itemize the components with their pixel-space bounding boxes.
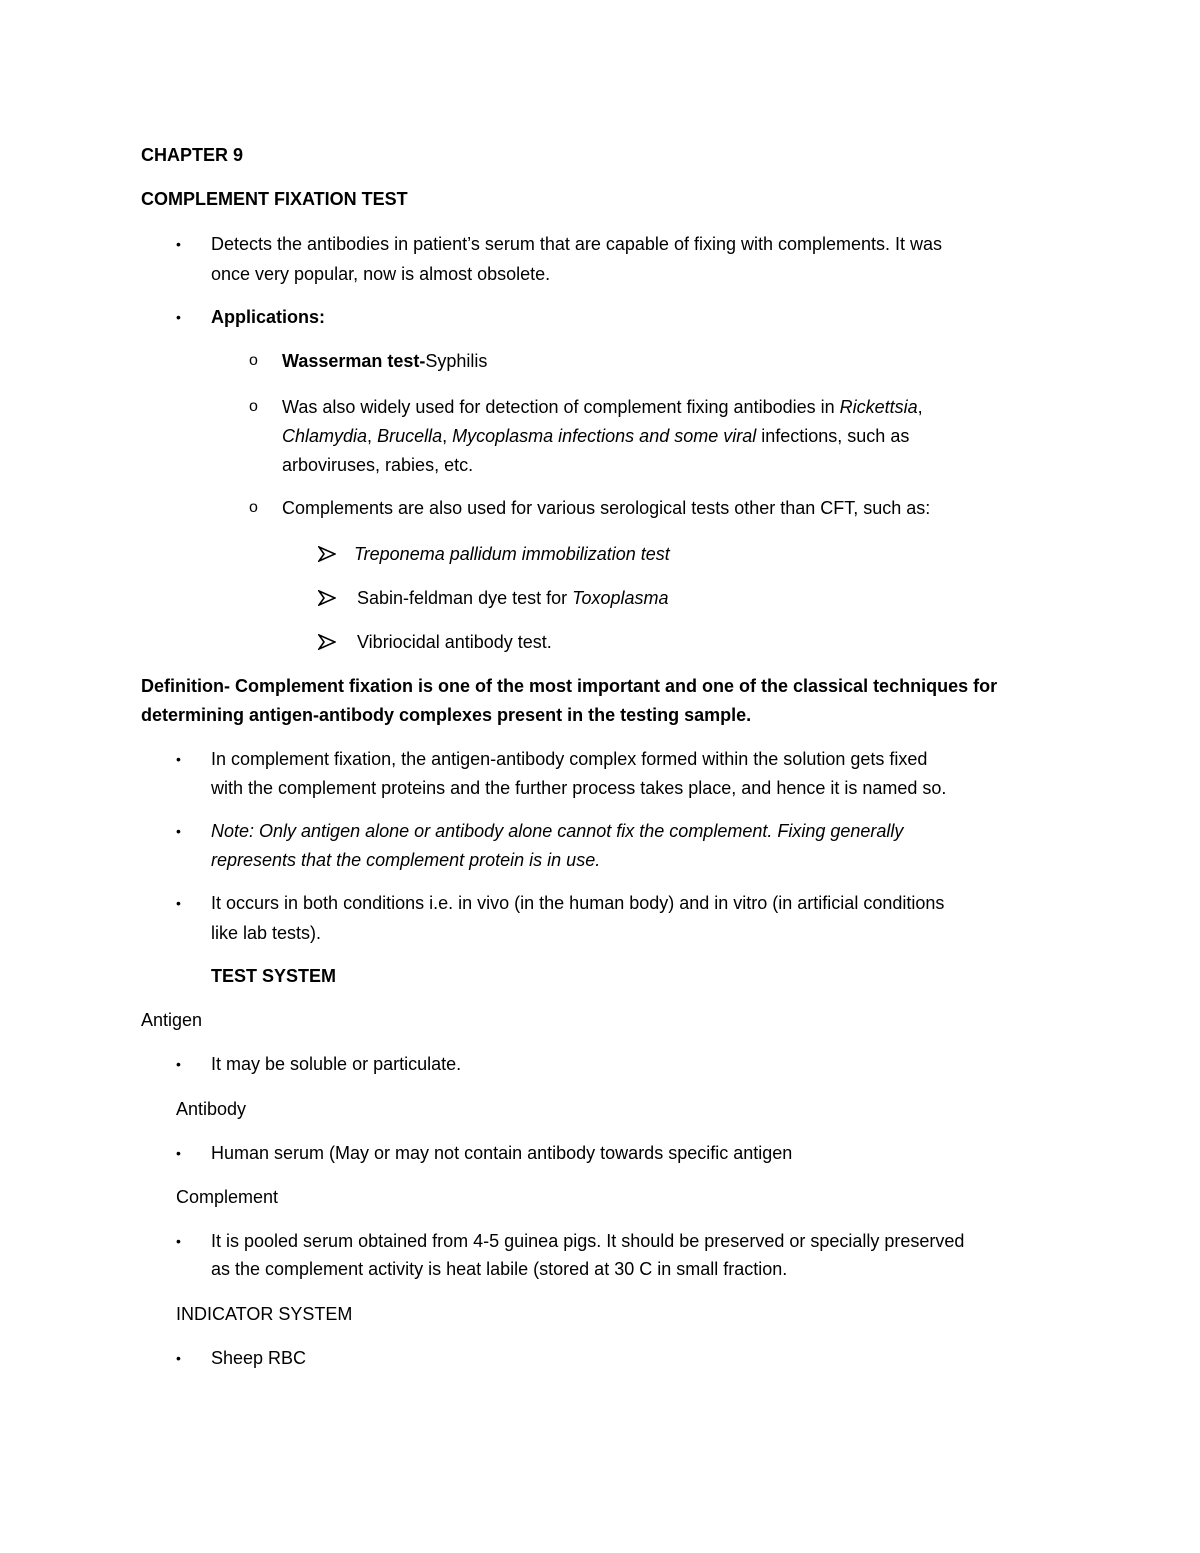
definition-line-2: determining antigen-antibody complexes present in the testing sample. — [141, 705, 752, 725]
point-2-line-1: Note: Only antigen alone or antibody alone cannot fix the complement. Fixing generally — [211, 821, 904, 841]
complements-item: Complements are also used for various serological tests other than CFT, such as: — [282, 498, 931, 518]
indicator-item: Sheep RBC — [211, 1348, 307, 1368]
antigen-label: Antigen — [141, 1010, 203, 1030]
arrowhead-icon — [318, 590, 336, 606]
bullet-icon: • — [176, 1056, 181, 1072]
section-title: COMPLEMENT FIXATION TEST — [141, 189, 408, 209]
test-item-2 — [357, 587, 669, 609]
circle-bullet-icon: o — [249, 398, 258, 415]
bullet-icon: • — [176, 1350, 181, 1366]
point-1-line-2: with the complement proteins and the further process takes place, and hence it is named so. — [211, 778, 947, 798]
bullet-icon: • — [176, 309, 181, 325]
definition-line-1: Definition- Complement fixation is one of the most important and one of the classical techniques for — [141, 676, 998, 696]
bullet-icon: • — [176, 1233, 181, 1249]
test-item-3: Vibriocidal antibody test. — [357, 632, 552, 652]
complement-item-line-2: as the complement activity is heat labile (stored at 30 C in small fraction. — [211, 1259, 788, 1279]
bullet-icon: • — [176, 236, 181, 252]
test-item-1: Treponema pallidum immobilization test — [354, 544, 670, 564]
text-span: Was also widely used for detection of complement fixing antibodies in — [282, 397, 840, 417]
indicator-system-label: INDICATOR SYSTEM — [176, 1304, 353, 1324]
circle-bullet-icon: o — [249, 499, 258, 516]
bullet-icon: • — [176, 751, 181, 767]
text-span: , — [367, 426, 378, 446]
widely-line-1 — [282, 396, 923, 418]
point-3-line-1: It occurs in both conditions i.e. in vivo (in the human body) and in vitro (in artificial conditions — [211, 893, 945, 913]
point-1-line-1: In complement fixation, the antigen-antibody complex formed within the solution gets fixed — [211, 749, 928, 769]
italic-span: Chlamydia — [282, 426, 368, 446]
italic-span: Mycoplasma infections and some viral — [452, 426, 757, 446]
text-span: infections, such as — [756, 426, 910, 446]
italic-span: Rickettsia — [839, 397, 918, 417]
antibody-label: Antibody — [176, 1099, 247, 1119]
complement-item-line-1: It is pooled serum obtained from 4-5 guinea pigs. It should be preserved or specially preserved — [211, 1231, 965, 1251]
italic-span: Brucella — [377, 426, 443, 446]
antibody-item: Human serum (May or may not contain antibody towards specific antigen — [211, 1143, 793, 1163]
complement-label: Complement — [176, 1187, 279, 1207]
wasserman-item — [282, 350, 487, 372]
test-system-title: TEST SYSTEM — [211, 966, 337, 986]
chapter-heading: CHAPTER 9 — [141, 145, 244, 165]
applications-label: Applications: — [211, 307, 326, 327]
antigen-item: It may be soluble or particulate. — [211, 1054, 462, 1074]
wasserman-disease: Syphilis — [425, 351, 488, 371]
wasserman-label: Wasserman test- — [282, 351, 426, 371]
text-span: , — [917, 397, 923, 417]
text-span: , — [442, 426, 453, 446]
widely-line-2 — [282, 425, 909, 447]
arrowhead-icon — [318, 634, 336, 650]
intro-line-2: once very popular, now is almost obsolete. — [211, 264, 551, 284]
circle-bullet-icon: o — [249, 352, 258, 369]
intro-line-1: Detects the antibodies in patient’s serum that are capable of fixing with complements. It was — [211, 234, 943, 254]
text-span: Sabin-feldman dye test for — [357, 588, 573, 608]
point-2-line-2: represents that the complement protein is in use. — [211, 850, 601, 870]
bullet-icon: • — [176, 823, 181, 839]
widely-line-3: arboviruses, rabies, etc. — [282, 455, 474, 475]
arrowhead-icon — [318, 546, 336, 562]
italic-span: Toxoplasma — [572, 588, 669, 608]
point-3-line-2: like lab tests). — [211, 923, 322, 943]
bullet-icon: • — [176, 895, 181, 911]
bullet-icon: • — [176, 1145, 181, 1161]
